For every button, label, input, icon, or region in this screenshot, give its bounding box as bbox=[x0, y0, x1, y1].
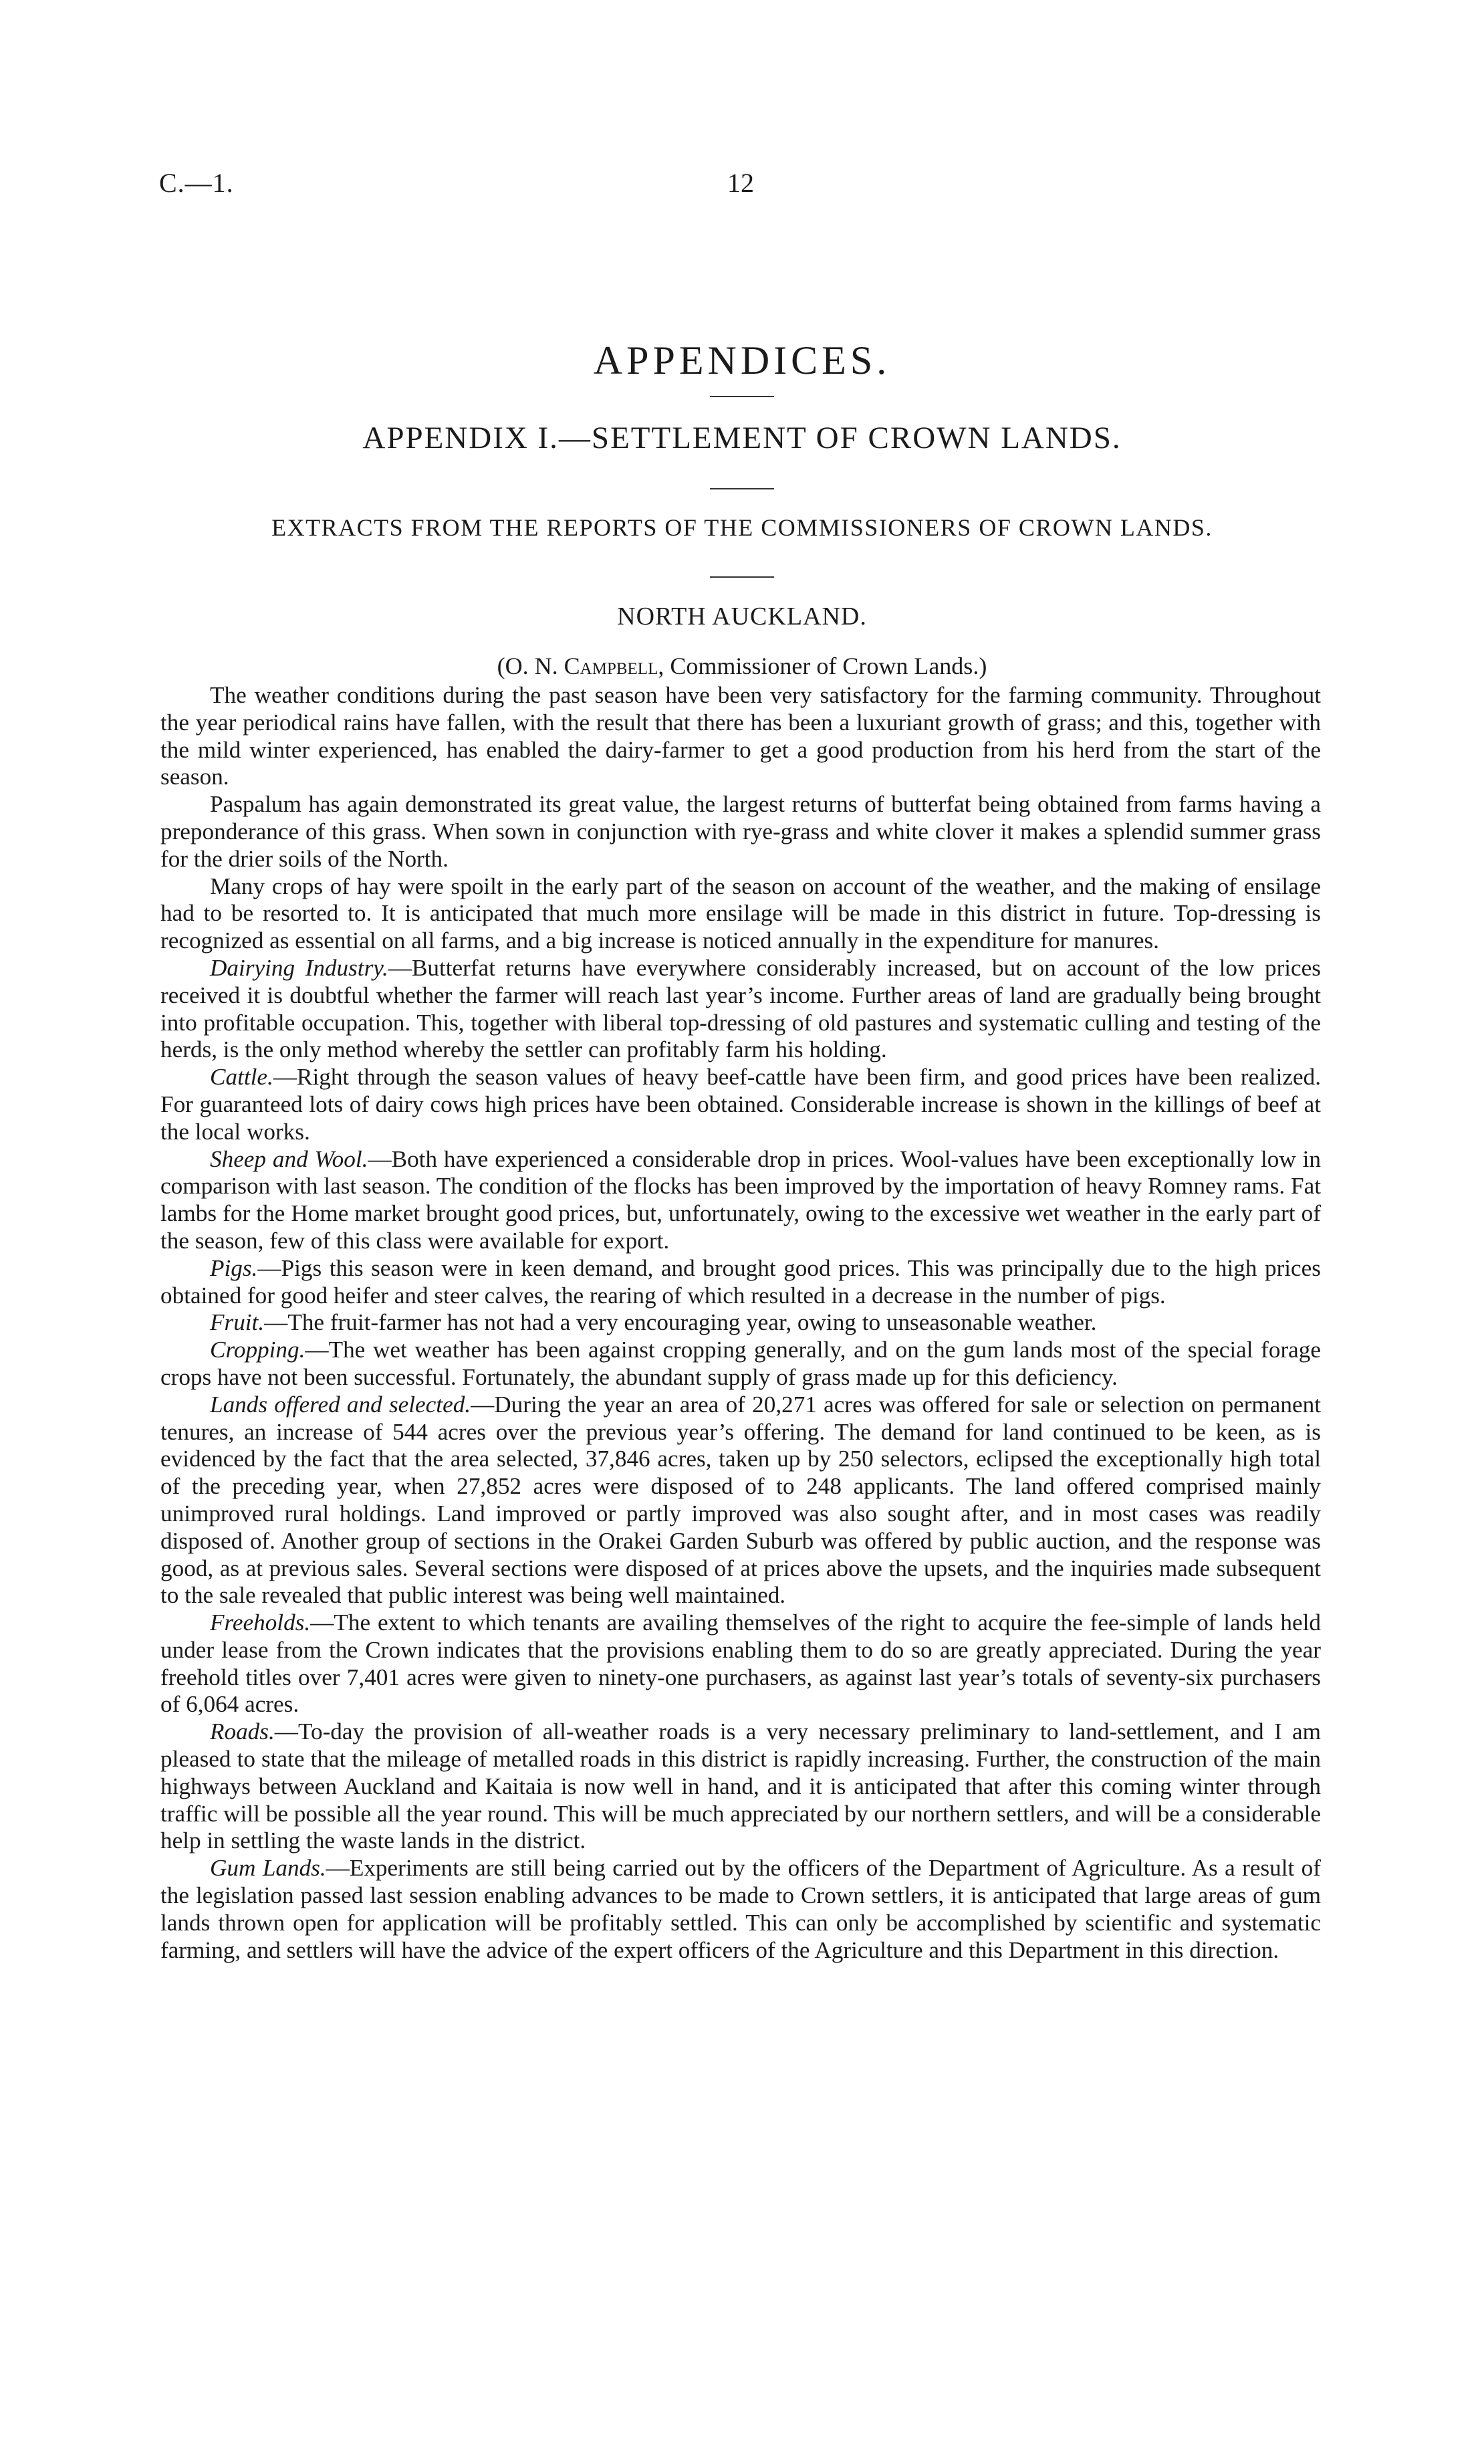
extracts-heading: EXTRACTS FROM THE REPORTS OF THE COMMISSIONERS OF CROWN LANDS. bbox=[271, 514, 1213, 541]
paragraph-text: —The extent to which tenants are availing themselves of the right to acquire the fee-simple of lands held under lease from the Crown indicates that the provisions enabling them to do so are greatly appreciated. During the year freehold titles over 7,401 acres were given to ninety-one purchasers, as against last year’s totals of seventy-six purchasers of 6,064 acres. bbox=[160, 1609, 1321, 1718]
title-divider-3 bbox=[710, 576, 774, 578]
paragraph-freeholds bbox=[160, 1609, 1321, 1718]
paragraph-lead: Freeholds. bbox=[210, 1609, 311, 1636]
region-heading: NORTH AUCKLAND. bbox=[617, 602, 867, 631]
paragraph bbox=[160, 682, 1321, 791]
paragraph-text: Paspalum has again demonstrated its great value, the largest returns of butterfat being obtained from farms having a preponderance of this grass. When sown in conjunction with rye-grass and white clover it makes a splendid summer grass for the drier soils of the North. bbox=[160, 791, 1321, 872]
title-divider-1 bbox=[710, 396, 774, 397]
paragraph-text: —Experiments are still being carried out by the officers of the Department of Agriculture. As a result of the legislation passed last session enabling advances to be made to Crown settlers, it is anticipated that large areas of gum lands thrown open for application will be profitably settled. This can only be accomplished by scientific and systematic farming, and settlers will have the advice of the expert officers of the Agriculture and this Department in this direction. bbox=[160, 1855, 1321, 1963]
paragraph-text: —The wet weather has been against cropping generally, and on the gum lands most of the special forage crops have not been successful. Fortunately, the abundant supply of grass made up for this deficiency. bbox=[160, 1337, 1321, 1390]
paragraph-text: —Both have experienced a considerable drop in prices. Wool-values have been exceptionally low in comparison with last season. The condition of the flocks has been improved by the importation of heavy Romney rams. Fat lambs for the Home market brought good prices, but, unfortunately, owing to the excessive wet weather in the early part of the season, few of this class were available for export. bbox=[160, 1145, 1321, 1254]
report-body bbox=[160, 682, 1321, 1964]
page-number: 12 bbox=[727, 168, 754, 198]
paragraph-roads bbox=[160, 1718, 1321, 1855]
paragraph-text: The weather conditions during the past season have been very satisfactory for the farming community. Throughout the year periodical rains have fallen, with the result that there has been a luxuriant growth of grass; and this, together with the mild winter experienced, has enabled the dairy-farmer to get a good production from his herd from the start of the season. bbox=[160, 682, 1321, 790]
paragraph-lead: Lands offered and selected. bbox=[210, 1391, 471, 1418]
paragraph bbox=[160, 791, 1321, 873]
paragraph-lead: Pigs. bbox=[210, 1254, 258, 1281]
paragraph-lead: Cattle. bbox=[210, 1064, 273, 1091]
paragraph-lead: Dairying Industry. bbox=[210, 954, 388, 981]
appendices-title: APPENDICES. bbox=[593, 338, 891, 382]
appendix-title: APPENDIX I.—SETTLEMENT OF CROWN LANDS. bbox=[362, 421, 1122, 455]
paragraph-pigs bbox=[160, 1255, 1321, 1310]
document-reference: C.—1. bbox=[159, 168, 234, 198]
paragraph-text: —To-day the provision of all-weather roads is a very necessary preliminary to land-settlement, and I am pleased to state that the mileage of metalled roads in this district is rapidly increasing. Further, the construction of the main highways between Auckland and Kaitaia is now well in hand, and it is anticipated that after this coming winter through traffic will be possible all the year round. This will be much appreciated by our northern settlers, and will be a considerable help in settling the waste lands in the district. bbox=[160, 1718, 1321, 1854]
commissioner-name: Campbell bbox=[564, 653, 658, 679]
paragraph-text: —The fruit-farmer has not had a very encouraging year, owing to unseasonable weather. bbox=[264, 1309, 1097, 1336]
paragraph bbox=[160, 873, 1321, 955]
paragraph-dairying bbox=[160, 955, 1321, 1064]
paragraph-text: —During the year an area of 20,271 acres was offered for sale or selection on permanent tenures, an increase of 544 acres over the previous year’s offering. The demand for land continued to be keen, as is evidenced by the fact that the area selected, 37,846 acres, taken up by 250 selectors, eclipsed the exceptionally high total of the preceding year, when 27,852 acres were disposed of to 248 applicants. The land offered comprised mainly unimproved rural holdings. Land improved or partly improved was also sought after, and in most cases was readily disposed of. Another group of sections in the Orakei Garden Suburb was offered by public auction, and the response was good, as at previous sales. Several sections were disposed of at prices above the upsets, and the inquiries made subsequent to the sale revealed that public interest was being well maintained. bbox=[160, 1391, 1321, 1609]
paragraph-sheep-wool bbox=[160, 1146, 1321, 1255]
paragraph-fruit bbox=[160, 1309, 1321, 1337]
paragraph-lead: Gum Lands. bbox=[210, 1855, 326, 1882]
commissioner-line bbox=[0, 652, 1484, 680]
paragraph-lead: Cropping. bbox=[210, 1337, 305, 1363]
paragraph-lead: Fruit. bbox=[210, 1309, 265, 1336]
paragraph-text: —Pigs this season were in keen demand, and brought good prices. This was principally due to the high prices obtained for good heifer and steer calves, the rearing of which resulted in a decrease in the number of pigs. bbox=[160, 1254, 1321, 1309]
paragraph-text: —Right through the season values of heavy beef-cattle have been firm, and good prices have been realized. For guaranteed lots of dairy cows high prices have been obtained. Considerable increase is shown in the killings of beef at the local works. bbox=[160, 1064, 1321, 1145]
paragraph-lands-offered bbox=[160, 1391, 1321, 1609]
paragraph-lead: Roads. bbox=[210, 1718, 275, 1745]
paragraph-lead: Sheep and Wool. bbox=[210, 1145, 368, 1172]
paragraph-text: Many crops of hay were spoilt in the early part of the season on account of the weather, and the making of ensilage had to be resorted to. It is anticipated that much more ensilage will be made in this district in future. Top-dressing is recognized as essential on all farms, and a big increase is noticed annually in the expenditure for manures. bbox=[160, 873, 1321, 954]
commissioner-rest: , Commissioner of Crown Lands.) bbox=[658, 653, 987, 679]
paragraph-gum-lands bbox=[160, 1855, 1321, 1964]
paragraph-text: —Butterfat returns have everywhere considerably increased, but on account of the low prices received it is doubtful whether the farmer will reach last year’s income. Further areas of land are gradually being brought into profitable occupation. This, together with liberal top-dressing of old pastures and systematic culling and testing of the herds, is the only method whereby the settler can profitably farm his holding. bbox=[160, 954, 1321, 1063]
commissioner-open: (O. N. bbox=[497, 653, 564, 679]
paragraph-cropping bbox=[160, 1337, 1321, 1391]
title-divider-2 bbox=[710, 488, 774, 489]
paragraph-cattle bbox=[160, 1064, 1321, 1145]
